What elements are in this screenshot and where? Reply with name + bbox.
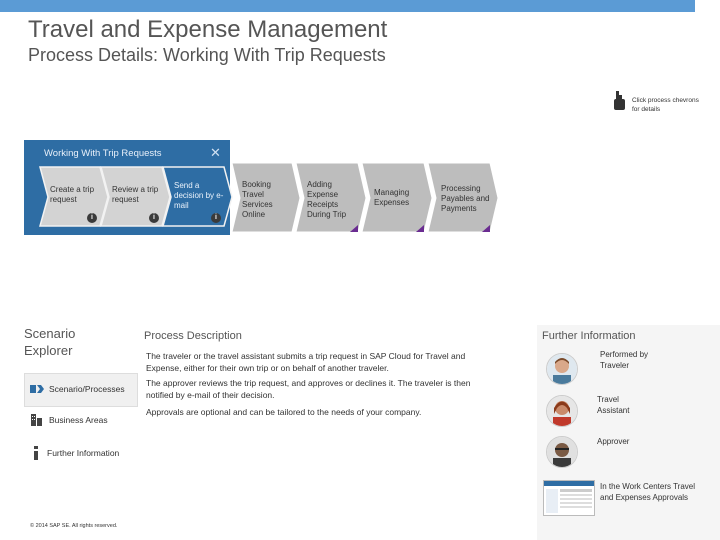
step-label: Send a decision by e-mail — [174, 181, 224, 210]
process-flow — [0, 135, 720, 235]
chevron-shapes — [0, 135, 720, 235]
info-icon — [30, 446, 42, 460]
description-paragraph: The approver reviews the trip request, and approves or declines it. The traveler is then notified by e-mail of their decision. — [146, 378, 471, 400]
work-centers-text: In the Work Centers Travel and Expenses Approvals — [600, 482, 695, 502]
process-description-title: Process Description — [144, 330, 242, 342]
traveler-avatar — [546, 353, 578, 385]
info-icon[interactable]: i — [149, 213, 159, 223]
step-label: Review a trip request — [112, 185, 159, 204]
process-group-title: Working With Trip Requests — [44, 148, 162, 159]
hint-text: Click process chevrons for details — [632, 97, 699, 113]
approver-text: Approver — [597, 437, 630, 446]
page-subtitle: Process Details: Working With Trip Requests — [28, 45, 386, 65]
business-areas-icon — [30, 413, 44, 427]
nav-label: Further Information — [47, 448, 120, 458]
nav-business-areas[interactable] — [30, 413, 108, 427]
info-icon[interactable]: i — [211, 213, 221, 223]
further-information-title: Further Information — [542, 330, 636, 342]
page-title: Travel and Expense Management — [28, 16, 388, 43]
nav-further-information[interactable] — [30, 446, 119, 460]
travel-assistant-text: Travel Assistant — [597, 395, 630, 415]
step-label: Create a trip request — [50, 185, 95, 204]
step-label: Managing Expenses — [374, 188, 410, 207]
click-hint — [612, 90, 702, 114]
nav-label: Scenario/Processes — [49, 384, 125, 394]
hand-pointer-icon — [612, 90, 626, 112]
info-icon[interactable]: i — [87, 213, 97, 223]
scenario-explorer-title: Scenario Explorer — [24, 326, 76, 358]
travel-assistant-avatar — [546, 395, 578, 427]
scenario-explorer — [24, 325, 139, 359]
description-paragraph: The traveler or the travel assistant submits a trip request in SAP Cloud for Travel and Expense, either for their own trip or on behalf of another traveler. — [146, 351, 466, 373]
description-paragraph: Approvals are optional and can be tailored to the needs of your company. — [146, 407, 422, 417]
step-label: Booking Travel Services Online — [242, 180, 273, 219]
performed-by-text: Performed by Traveler — [600, 350, 649, 370]
nav-scenario-processes[interactable] — [30, 383, 125, 395]
top-accent-bar — [0, 0, 695, 12]
work-center-screenshot-thumbnail — [543, 480, 595, 516]
processes-icon — [30, 383, 44, 395]
close-icon[interactable]: ✕ — [210, 145, 221, 160]
step-label: Adding Expense Receipts During Trip — [307, 180, 347, 219]
step-label: Processing Payables and Payments — [441, 184, 490, 213]
copyright: © 2014 SAP SE. All rights reserved. — [30, 523, 118, 529]
approver-avatar — [546, 436, 578, 468]
nav-label: Business Areas — [49, 415, 108, 425]
